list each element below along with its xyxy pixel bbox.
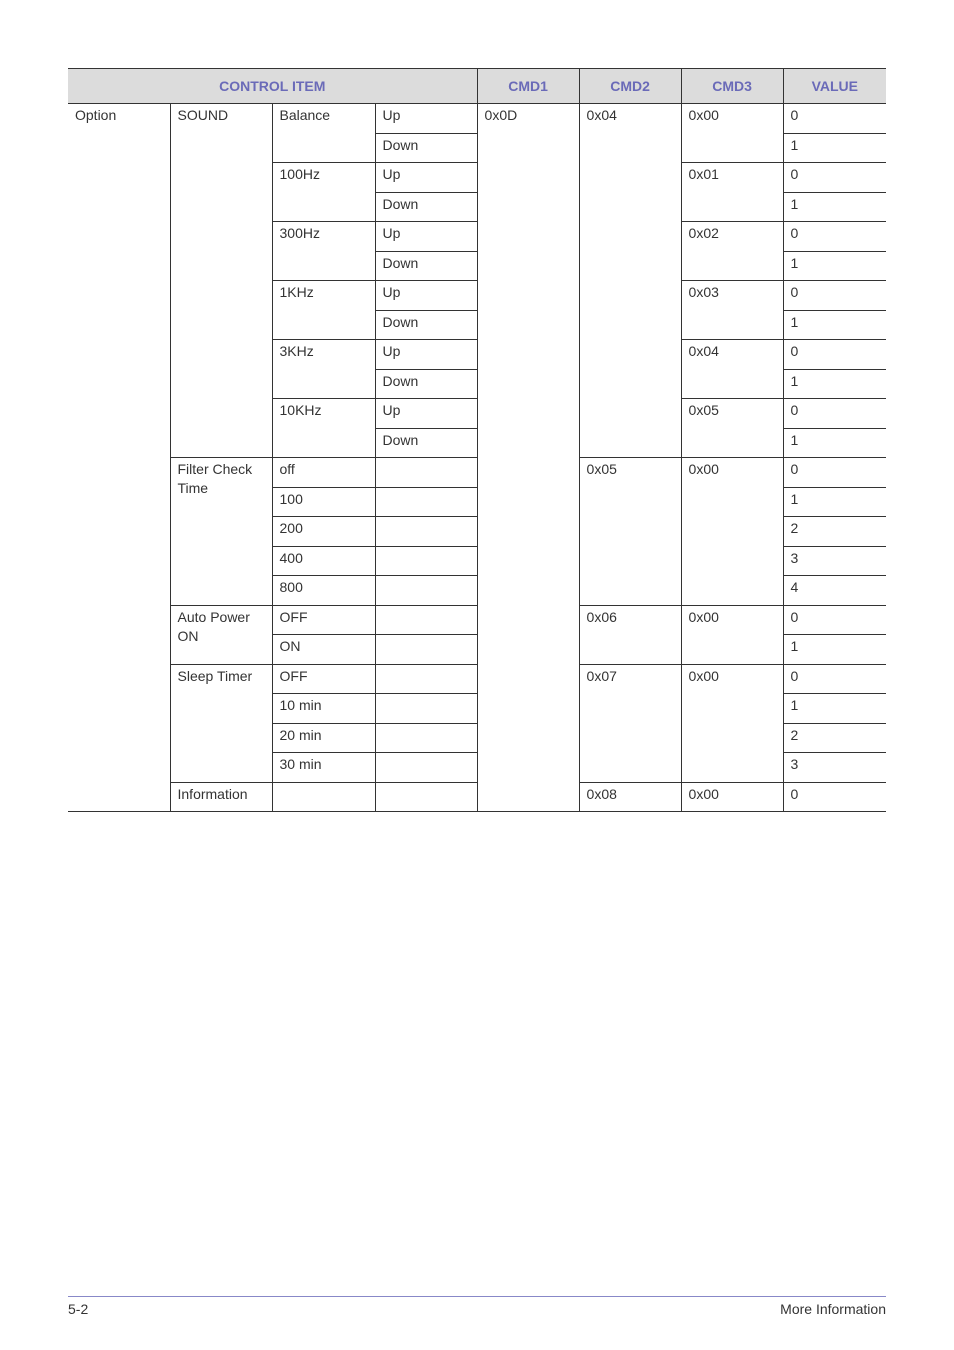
value-cell: 1	[783, 428, 886, 458]
empty-cell	[375, 517, 477, 547]
band-cell: 1KHz	[272, 281, 375, 340]
direction-cell: Down	[375, 310, 477, 340]
section-title: More Information	[780, 1301, 886, 1317]
value-cell: 3	[783, 546, 886, 576]
option-cell: Option	[68, 104, 170, 812]
cmd3-cell: 0x02	[681, 222, 783, 281]
information-cmd2-cell: 0x08	[579, 782, 681, 812]
value-cell: 0	[783, 281, 886, 311]
autopower-cmd3-cell: 0x00	[681, 605, 783, 664]
header-control-item: CONTROL ITEM	[68, 69, 477, 104]
direction-cell: Down	[375, 428, 477, 458]
header-row	[68, 69, 886, 104]
table-row	[68, 104, 886, 134]
option-value-cell: OFF	[272, 664, 375, 694]
filter-cmd2-cell: 0x05	[579, 458, 681, 606]
header-cmd2: CMD2	[579, 69, 681, 104]
band-cell: 300Hz	[272, 222, 375, 281]
information-cmd3-cell: 0x00	[681, 782, 783, 812]
value-cell: 0	[783, 340, 886, 370]
sleep-cell: Sleep Timer	[170, 664, 272, 782]
value-cell: 1	[783, 635, 886, 665]
cmd1-cell: 0x0D	[477, 104, 579, 812]
value-cell: 1	[783, 694, 886, 724]
autopower-cell: Auto Power ON	[170, 605, 272, 664]
table-row	[68, 782, 886, 812]
empty-cell	[375, 694, 477, 724]
empty-cell	[375, 487, 477, 517]
value-cell: 2	[783, 517, 886, 547]
direction-cell: Up	[375, 222, 477, 252]
table-row	[68, 664, 886, 694]
value-cell: 0	[783, 222, 886, 252]
value-cell: 0	[783, 458, 886, 488]
band-cell: 3KHz	[272, 340, 375, 399]
empty-cell	[375, 635, 477, 665]
direction-cell: Down	[375, 133, 477, 163]
empty-cell	[375, 458, 477, 488]
empty-cell	[375, 782, 477, 812]
value-cell: 0	[783, 782, 886, 812]
header-cmd3: CMD3	[681, 69, 783, 104]
sleep-cmd3-cell: 0x00	[681, 664, 783, 782]
value-cell: 0	[783, 163, 886, 193]
direction-cell: Up	[375, 399, 477, 429]
footer-divider	[68, 1296, 886, 1297]
direction-cell: Down	[375, 192, 477, 222]
empty-cell	[375, 753, 477, 783]
value-cell: 2	[783, 723, 886, 753]
option-value-cell: 100	[272, 487, 375, 517]
direction-cell: Up	[375, 281, 477, 311]
option-value-cell: 800	[272, 576, 375, 606]
control-table	[68, 68, 886, 812]
sound-cell: SOUND	[170, 104, 272, 458]
direction-cell: Down	[375, 369, 477, 399]
option-value-cell: 30 min	[272, 753, 375, 783]
value-cell: 4	[783, 576, 886, 606]
information-cell: Information	[170, 782, 272, 812]
option-value-cell: ON	[272, 635, 375, 665]
value-cell: 1	[783, 310, 886, 340]
table-row	[68, 605, 886, 635]
filter-cell: Filter Check Time	[170, 458, 272, 606]
filter-cmd3-cell: 0x00	[681, 458, 783, 606]
direction-cell: Up	[375, 340, 477, 370]
sleep-cmd2-cell: 0x07	[579, 664, 681, 782]
empty-cell	[375, 664, 477, 694]
header-value: VALUE	[783, 69, 886, 104]
option-value-cell: 200	[272, 517, 375, 547]
option-value-cell: 10 min	[272, 694, 375, 724]
band-cell: 100Hz	[272, 163, 375, 222]
band-cell: Balance	[272, 104, 375, 163]
empty-cell	[272, 782, 375, 812]
value-cell: 1	[783, 133, 886, 163]
page-number: 5-2	[68, 1301, 89, 1317]
empty-cell	[375, 723, 477, 753]
direction-cell: Up	[375, 104, 477, 134]
sound-cmd2-cell: 0x04	[579, 104, 681, 458]
direction-cell: Down	[375, 251, 477, 281]
value-cell: 1	[783, 487, 886, 517]
value-cell: 3	[783, 753, 886, 783]
value-cell: 1	[783, 192, 886, 222]
value-cell: 0	[783, 605, 886, 635]
cmd3-cell: 0x04	[681, 340, 783, 399]
value-cell: 0	[783, 664, 886, 694]
empty-cell	[375, 605, 477, 635]
cmd3-cell: 0x01	[681, 163, 783, 222]
band-cell: 10KHz	[272, 399, 375, 458]
option-value-cell: 20 min	[272, 723, 375, 753]
empty-cell	[375, 576, 477, 606]
direction-cell: Up	[375, 163, 477, 193]
option-value-cell: 400	[272, 546, 375, 576]
value-cell: 1	[783, 251, 886, 281]
header-cmd1: CMD1	[477, 69, 579, 104]
value-cell: 1	[783, 369, 886, 399]
cmd3-cell: 0x00	[681, 104, 783, 163]
cmd3-cell: 0x05	[681, 399, 783, 458]
empty-cell	[375, 546, 477, 576]
autopower-cmd2-cell: 0x06	[579, 605, 681, 664]
table-row	[68, 458, 886, 488]
value-cell: 0	[783, 104, 886, 134]
cmd3-cell: 0x03	[681, 281, 783, 340]
option-value-cell: off	[272, 458, 375, 488]
option-value-cell: OFF	[272, 605, 375, 635]
value-cell: 0	[783, 399, 886, 429]
